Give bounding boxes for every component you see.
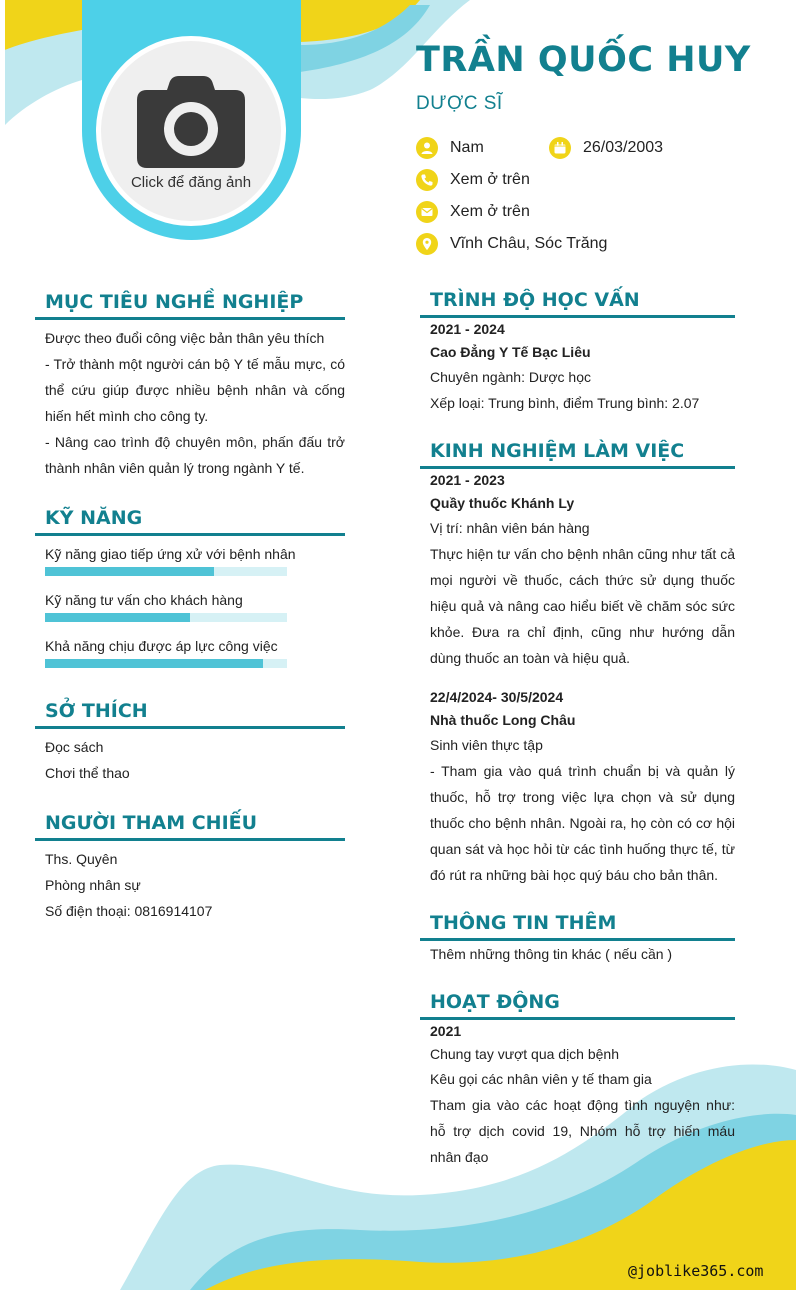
education-period: 2021 - 2024	[430, 321, 505, 337]
activity-title: Chung tay vượt qua dịch bệnh	[430, 1046, 620, 1062]
address-value: Vĩnh Châu, Sóc Trăng	[450, 235, 608, 252]
gender-value: Nam	[450, 139, 484, 156]
hobby-item: Đọc sách	[45, 739, 104, 755]
skill-label: Kỹ năng giao tiếp ứng xử với bệnh nhân	[45, 546, 296, 562]
job-period: 2021 - 2023	[430, 472, 505, 488]
experience-heading: KINH NGHIỆM LÀM VIỆC	[420, 433, 735, 469]
objective-line: - Trở thành một người cán bộ Y tế mẫu mực, có thể cứu giúp được nhiều bệnh nhân và cống hiến hết mình cho công ty.	[45, 356, 345, 424]
job-role: Vị trí: nhân viên bán hàng	[430, 520, 590, 536]
job-company: Quầy thuốc Khánh Ly	[430, 495, 575, 511]
additional-info-heading: THÔNG TIN THÊM	[420, 905, 735, 941]
hobbies-heading: SỞ THÍCH	[35, 693, 345, 729]
photo-caption: Click để đăng ảnh	[130, 173, 252, 191]
address-row	[416, 233, 607, 255]
skill-label: Khả năng chịu được áp lực công việc	[45, 638, 278, 654]
camera-icon	[137, 76, 245, 168]
activity-line: Kêu gọi các nhân viên y tế tham gia	[430, 1071, 652, 1087]
reference-line: Số điện thoại: 0816914107	[45, 903, 213, 919]
job-role: Sinh viên thực tập	[430, 737, 543, 753]
skill-bar-fill	[45, 659, 263, 668]
skills-heading: KỸ NĂNG	[35, 500, 345, 536]
skill-bar	[45, 613, 287, 622]
user-icon	[416, 137, 438, 159]
location-pin-icon	[416, 233, 438, 255]
education-major: Chuyên ngành: Dược học	[430, 369, 591, 385]
objective-line: - Nâng cao trình độ chuyên môn, phấn đấu trở thành nhân viên quản lý trong ngành Y tế.	[45, 434, 345, 476]
phone-value: Xem ở trên	[450, 171, 530, 188]
hobby-item: Chơi thể thao	[45, 765, 130, 781]
activity-line: Tham gia vào các hoạt động tình nguyện như: hỗ trợ dịch covid 19, Nhóm hỗ trợ hiến máu nhân đạo	[430, 1097, 735, 1165]
reference-line: Ths. Quyên	[45, 851, 118, 867]
footer-brand: @joblike365.com	[628, 1262, 764, 1280]
education-heading: TRÌNH ĐỘ HỌC VẤN	[420, 282, 735, 318]
education-grade: Xếp loại: Trung bình, điểm Trung bình: 2.07	[430, 395, 700, 411]
references-heading: NGƯỜI THAM CHIẾU	[35, 805, 345, 841]
skill-label: Kỹ năng tư vấn cho khách hàng	[45, 592, 243, 608]
email-value: Xem ở trên	[450, 203, 530, 220]
phone-row	[416, 169, 530, 191]
job-description: - Tham gia vào quá trình chuẩn bị và quản lý thuốc, hỗ trợ trong việc lựa chọn và sử dụng thuốc cho bệnh nhân. Ngoài ra, họ còn có cơ hội quan sát và học hỏi từ các tình huống thực tế, từ đó rút ra những bài học quý báu cho bản thân.	[430, 763, 735, 883]
objective-line: Được theo đuổi công việc bản thân yêu thích	[45, 330, 325, 346]
calendar-icon	[549, 137, 571, 159]
upload-photo-button[interactable]	[96, 36, 286, 226]
email-row	[416, 201, 530, 223]
education-school: Cao Đẳng Y Tế Bạc Liêu	[430, 344, 591, 360]
phone-icon	[416, 169, 438, 191]
reference-line: Phòng nhân sự	[45, 877, 141, 893]
candidate-name: TRẦN QUỐC HUY	[416, 40, 751, 80]
skill-bar-fill	[45, 613, 190, 622]
activities-heading: HOẠT ĐỘNG	[420, 984, 735, 1020]
job-period: 22/4/2024- 30/5/2024	[430, 689, 564, 705]
skill-bar-fill	[45, 567, 214, 576]
job-description: Thực hiện tư vấn cho bệnh nhân cũng như tất cả mọi người về thuốc, cách thức sử dụng thuốc hiệu quả và nâng cao hiểu biết về chăm sóc sức khỏe. Đưa ra chỉ định, cũng như hướng dẫn dùng thuốc an toàn và hiệu quả.	[430, 546, 735, 666]
job-title: DƯỢC SĨ	[416, 93, 503, 114]
job-company: Nhà thuốc Long Châu	[430, 712, 576, 728]
objective-heading: MỤC TIÊU NGHỀ NGHIỆP	[35, 284, 345, 320]
additional-info-text: Thêm những thông tin khác ( nếu cần )	[430, 946, 673, 962]
skill-bar	[45, 567, 287, 576]
envelope-icon	[416, 201, 438, 223]
birthdate-row	[549, 137, 663, 159]
activity-year: 2021	[430, 1023, 462, 1039]
skill-bar	[45, 659, 287, 668]
birthdate-value: 26/03/2003	[583, 139, 664, 156]
gender-row	[416, 137, 484, 159]
